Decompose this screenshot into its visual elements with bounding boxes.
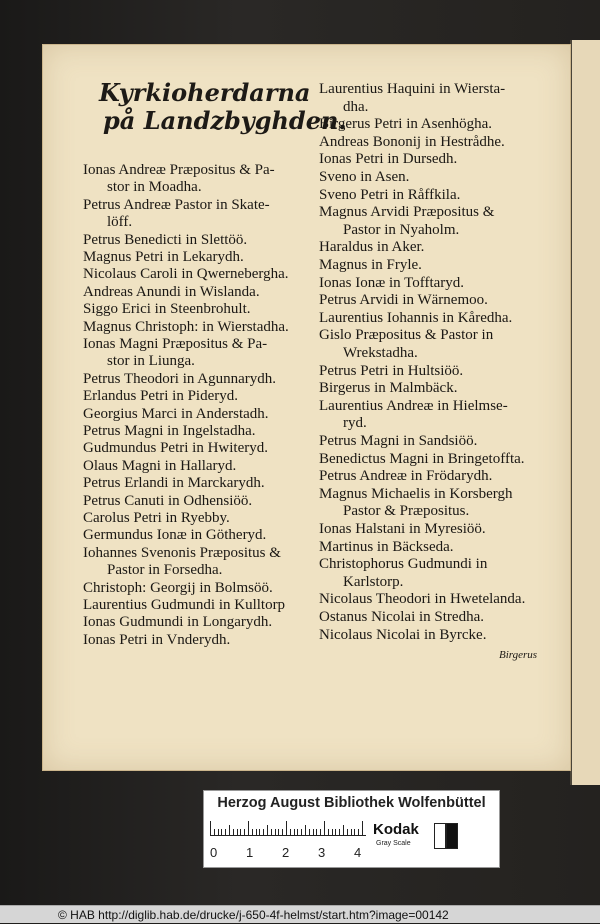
ruler-tick <box>210 821 211 835</box>
ruler-tick <box>267 825 268 835</box>
right-entry-line: Petrus Magni in Sandsiöö. <box>319 433 478 449</box>
library-name: Herzog August Bibliothek Wolfenbüttel <box>217 795 486 811</box>
ruler-tick <box>324 821 325 835</box>
ruler-tick <box>256 829 257 835</box>
left-entry-line: Georgius Marci in Anderstadh. <box>83 405 269 422</box>
left-entry-line: Gudmundus Petri in Hwiteryd. <box>83 440 268 457</box>
ruler-tick <box>229 825 230 835</box>
right-entry-line: Andreas Bononij in Hestrådhe. <box>319 133 505 150</box>
ruler-tick <box>237 829 238 835</box>
right-entry-line: Ionas Halstani in Myresiöö. <box>319 521 486 537</box>
right-entry-line: Christophorus Gudmundi in <box>319 556 488 573</box>
right-entry-line: Petrus Petri in Hultsiöö. <box>319 362 464 379</box>
right-entry-line: Pastor in Nyaholm. <box>343 221 460 238</box>
right-entry-line: Ostanus Nicolai in Stredha. <box>319 609 484 625</box>
gray-swatch-white <box>434 823 446 849</box>
left-entry-line: Petrus Canuti in Odhensiöö. <box>83 492 253 509</box>
ruler-number: 3 <box>318 845 326 860</box>
left-entry-line: Ionas Gudmundi in Longarydh. <box>83 614 273 631</box>
right-entry-line: Magnus Michaelis in Korsbergh <box>319 485 513 502</box>
left-entry-line: Magnus Petri in Lekarydh. <box>83 249 244 265</box>
right-entry-line: Ionas Petri in Dursedh. <box>319 151 458 168</box>
ruler-tick <box>252 829 253 835</box>
right-entry-line: Laurentius Iohannis in Kåredha. <box>319 309 513 326</box>
ruler-tick <box>225 829 226 835</box>
left-entry-line: Erlandus Petri in Pideryd. <box>83 388 238 405</box>
left-entry-line: Petrus Erlandi in Marckarydh. <box>83 475 265 492</box>
ruler-tick <box>240 829 241 835</box>
right-entry-line: Wrekstadha. <box>343 345 418 361</box>
ruler-tick <box>313 829 314 835</box>
ruler-tick <box>309 829 310 835</box>
ruler-tick <box>248 821 249 835</box>
right-entry-line: Magnus Arvidi Præpositus & <box>319 204 495 221</box>
left-entry-line: Iohannes Svenonis Præpositus & <box>83 544 281 561</box>
ruler-tick <box>290 829 291 835</box>
ruler-tick <box>244 829 245 835</box>
ruler-tick <box>214 829 215 835</box>
ruler-tick <box>332 829 333 835</box>
ruler-tick <box>286 821 287 835</box>
right-entry-line: Laurentius Haquini in Wiersta- <box>319 81 506 97</box>
left-entry-line: Petrus Magni in Ingelstadha. <box>83 423 256 439</box>
gray-scale-text: Gray Scale <box>376 840 411 847</box>
adjacent-page-edge <box>570 40 600 785</box>
right-entry-line: Martinus in Bäckseda. <box>319 538 454 555</box>
left-entry-line: Petrus Andreæ Pastor in Skate- <box>83 196 270 213</box>
ruler-tick <box>278 829 279 835</box>
right-entry-line: Ionas Ionæ in Tofftaryd. <box>319 274 465 291</box>
ruler-tick <box>362 821 363 835</box>
left-entry-line: Germundus Ionæ in Götheryd. <box>83 527 267 544</box>
gray-swatch-black <box>446 823 458 849</box>
ruler-tick <box>351 829 352 835</box>
left-entry-line: Olaus Magni in Hallaryd. <box>83 457 237 474</box>
right-entry-line: Petrus Arvidi in Wärnemoo. <box>319 292 488 309</box>
ruler-tick <box>301 829 302 835</box>
right-entry-line: Birgerus in Malmbäck. <box>319 380 458 397</box>
page-heading <box>99 78 347 135</box>
heading-line-1: Kyrkioherdarna <box>99 78 311 107</box>
right-entry-line: Benedictus Magni in Bringetoffta. <box>319 450 525 467</box>
ruler-tick <box>218 829 219 835</box>
right-entry-line: Haraldus in Aker. <box>319 239 425 256</box>
left-entry-line: Ionas Magni Præpositus & Pa- <box>83 336 268 352</box>
ruler-tick <box>339 829 340 835</box>
ruler-tick <box>282 829 283 835</box>
scale-ruler <box>210 821 366 836</box>
left-entry-line: Christoph: Georgij in Bolmsöö. <box>83 579 273 596</box>
ruler-tick <box>259 829 260 835</box>
right-entry-line: Sveno Petri in Råffkila. <box>319 186 461 203</box>
right-entry-line: Birgerus Petri in Asenhögha. <box>319 116 493 133</box>
ruler-tick <box>343 825 344 835</box>
left-entry-line: Petrus Benedicti in Slettöö. <box>83 231 248 248</box>
ruler-number: 4 <box>354 845 362 860</box>
library-label-card <box>203 790 500 868</box>
ruler-tick <box>233 829 234 835</box>
ruler-tick <box>221 829 222 835</box>
ruler-tick <box>358 829 359 835</box>
ruler-tick <box>328 829 329 835</box>
ruler-tick <box>305 825 306 835</box>
left-entry-line: Carolus Petri in Ryebby. <box>83 510 230 526</box>
right-entry-line: ryd. <box>343 415 367 432</box>
footer-url: © HAB http://diglib.hab.de/drucke/j-650-4f-helmst/start.htm?image=00142 <box>0 905 600 923</box>
right-entry-line: Nicolaus Theodori in Hwetelanda. <box>319 591 526 608</box>
left-entry-line: stor in Liunga. <box>107 353 195 370</box>
catchword: Birgerus <box>499 649 538 661</box>
right-entry-line: Magnus in Fryle. <box>319 257 422 273</box>
left-entry-line: Ionas Andreæ Præpositus & Pa- <box>83 162 275 178</box>
right-entry-line: Laurentius Andreæ in Hielmse- <box>319 397 508 414</box>
left-entry-line: Laurentius Gudmundi in Kulltorp <box>83 597 286 613</box>
left-entry-line: Petrus Theodori in Agunnarydh. <box>83 370 277 387</box>
left-entry-line: Magnus Christoph: in Wierstadha. <box>83 318 289 335</box>
heading-line-2: på Landzbyghden. <box>103 106 347 135</box>
ruler-tick <box>354 829 355 835</box>
right-entry-line: dha. <box>343 98 369 115</box>
ruler-number: 0 <box>210 845 218 860</box>
kodak-logo: Kodak <box>373 821 419 838</box>
left-entry-line: Ionas Petri in Vnderydh. <box>83 631 231 648</box>
ruler-tick <box>320 829 321 835</box>
left-entry-line: Nicolaus Caroli in Qwernebergha. <box>83 266 289 283</box>
left-entry-line: Pastor in Forsedha. <box>107 562 223 579</box>
left-entry-line: Andreas Anundi in Wislanda. <box>83 283 260 300</box>
left-entry-line: Siggo Erici in Steenbrohult. <box>83 301 251 318</box>
ruler-tick <box>335 829 336 835</box>
ruler-tick <box>271 829 272 835</box>
right-entry-line: Petrus Andreæ in Frödarydh. <box>319 468 493 485</box>
ruler-numbers <box>210 845 370 861</box>
ruler-tick <box>297 829 298 835</box>
ruler-tick <box>263 829 264 835</box>
right-entry-line: Sveno in Asen. <box>319 169 410 185</box>
ruler-tick <box>294 829 295 835</box>
left-entry-line: löff. <box>107 214 133 231</box>
right-entry-line: Gislo Præpositus & Pastor in <box>319 327 494 344</box>
ruler-number: 1 <box>246 845 254 860</box>
ruler-tick <box>275 829 276 835</box>
right-entry-line: Pastor & Præpositus. <box>343 503 470 520</box>
ruler-tick <box>316 829 317 835</box>
left-entry-line: stor in Moadha. <box>107 179 202 196</box>
ruler-tick <box>347 829 348 835</box>
right-entry-line: Karlstorp. <box>343 573 404 590</box>
ruler-number: 2 <box>282 845 290 860</box>
right-entry-line: Nicolaus Nicolai in Byrcke. <box>319 626 487 643</box>
book-page <box>42 44 571 771</box>
